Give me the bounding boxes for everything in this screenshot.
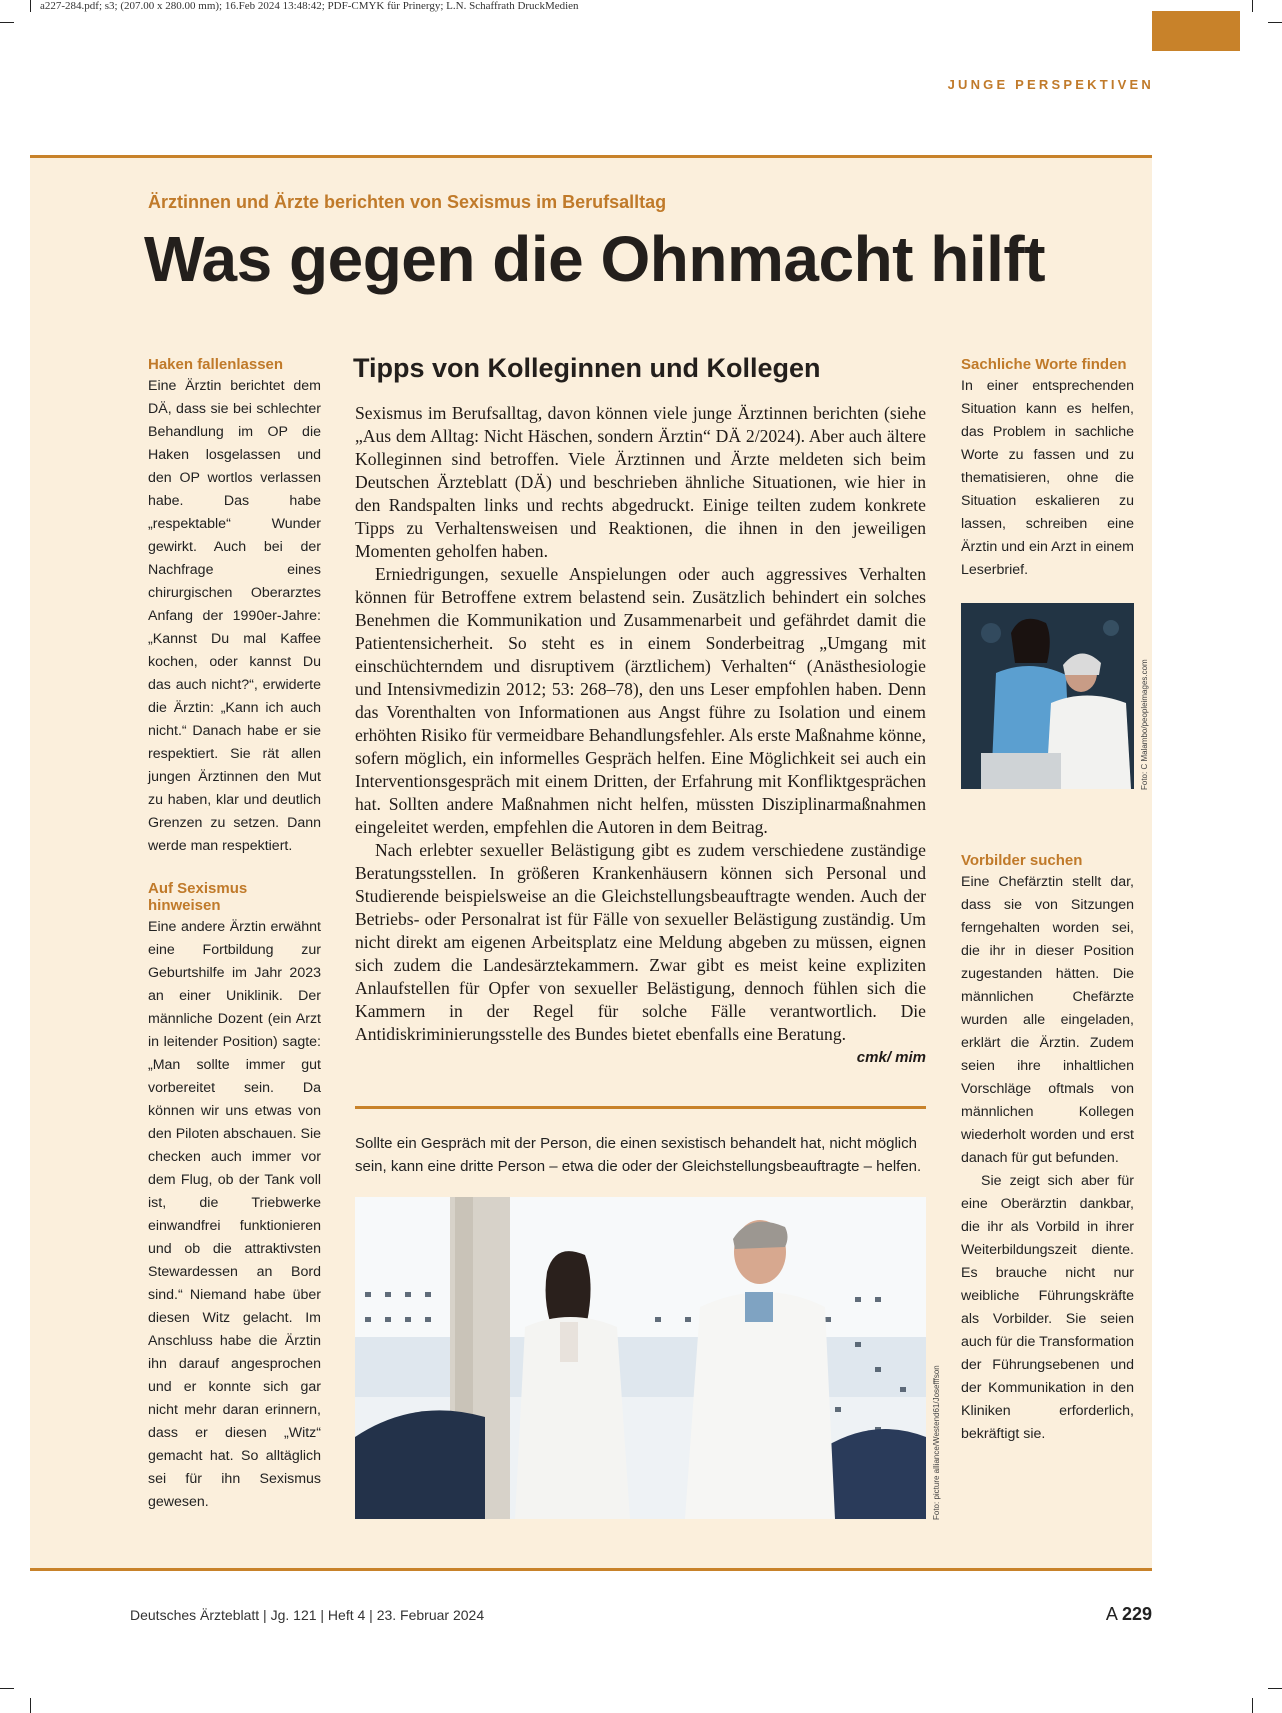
- body-paragraph: [355, 839, 926, 1066]
- footer-publication-info: Deutsches Ärzteblatt | Jg. 121 | Heft 4 | 23. Februar 2024: [130, 1607, 485, 1623]
- left-section-text: Eine andere Ärztin erwähnt eine Fortbildung zur Geburtshilfe im Jahr 2023 an einer Uniklinik. Der männliche Dozent (ein Arzt in leitender Position) sagte: „Man sollte immer gut vorbereitet sein. Da können wir uns etwas von den Piloten abschauen. Sie checken auch immer vor dem Flug, ob der Tank voll ist, die Triebwerke einwandfrei funktionieren und ob die attraktivsten Stewardessen an Bord sind.“ Niemand habe über diesen Witz gelacht. Im Anschluss habe die Ärztin ihn darauf angesprochen und er konnte sich gar nicht mehr daran erinnern, dass er diesen „Witz“ gemacht hat. So alltäglich sei für ihn Sexismus gewesen.: [148, 919, 321, 1510]
- center-section-title: Tipps von Kolleginnen und Kollegen: [353, 353, 821, 383]
- right-sidebar-column: [961, 356, 1134, 1446]
- article-kicker: Ärztinnen und Ärzte berichten von Sexismus im Berufsalltag: [148, 192, 667, 212]
- body-paragraph-text: Nach erlebter sexueller Belästigung gibt es zudem verschiedene zuständige Beratungsstellen. In größeren Krankenhäusern können sich Personal und Studierende beispielsweise an die Gleichstellungsbeauftragte wenden. Auch der Betriebs- oder Personalrat ist für Fälle von sexueller Belästigung zuständig. Um nicht direkt am eigenen Arbeitsplatz eine Meldung abgeben zu müssen, eignen sich zudem die Landesärztekammern. Zwar gibt es meist keine expliziten Anlaufstellen für Opfer von sexueller Belästigung, dennoch fühlen sich die Kammern in der Regel für solche Fälle verantwortlich. Die Antidiskriminierungsstelle des Bundes bietet ebenfalls eine Beratung.: [355, 840, 926, 1044]
- print-info-line: a227-284.pdf; s3; (207.00 x 280.00 mm); 16.Feb 2024 13:48:42; PDF-CMYK für Prinergy; L.N. Schaffrath DruckMedien: [40, 0, 579, 12]
- doctors-conversation-photo: [355, 1197, 926, 1519]
- left-section-text: Eine Ärztin berichtet dem DÄ, dass sie bei schlechter Behandlung im OP die Haken losgelassen und den OP wortlos verlassen habe. Das habe „respektable“ Wunder gewirkt. Auch bei der Nachfrage eines chirurgischen Oberarztes Anfang der 1990er-Jahre: „Kannst Du mal Kaffee kochen, oder kannst Du das auch nicht?“, erwiderte die Ärztin: „Kann ich auch nicht.“ Danach habe er sie respektiert. Sie rät allen jungen Ärztinnen den Mut zu haben, klar und deutlich Grenzen zu setzen. Dann werde man respektiert.: [148, 378, 321, 854]
- left-section-heading: Haken fallenlassen: [148, 356, 284, 373]
- crop-mark: [0, 22, 14, 23]
- page-prefix: A: [1105, 1604, 1117, 1624]
- left-section-heading: Auf Sexismus hinweisen: [148, 880, 248, 914]
- crop-mark: [1252, 0, 1253, 12]
- photo-credit: Foto: C Malambo/peopleimages.com: [1140, 659, 1149, 790]
- right-section-text: Eine Chefärztin stellt dar, dass sie von Sitzungen ferngehalten worden sei, die ihr in dieser Position zugestanden hätten. Die männlichen Chefärzte wurden alle eingeladen, erklärt die Ärztin. Zudem seien ihre inhaltlichen Vorschläge oftmals von männlichen Kollegen wiederholt worden und erst danach für gut befunden.: [961, 874, 1134, 1166]
- article-headline: Was gegen die Ohnmacht hilft: [144, 223, 1046, 295]
- body-paragraph: Erniedrigungen, sexuelle Anspielungen oder auch aggressives Verhalten können für Betroffene extrem belastend sein. Zusätzlich behindert ein solches Benehmen die Kommunikation und Zusammenarbeit und gefährdet damit die Patientensicherheit. So steht es in einem Sonderbeitrag „Umgang mit einschüchterndem und disruptivem (ärztlichem) Verhalten“ (Anästhesiologie und Intensivmedizin 2012; 53: 268–78), den uns Leser empfohlen haben. Denn das Vorenthalten von Informationen aus Angst führe zu Isolation und einem erhöhten Risiko für vermeidbare Behandlungsfehler. Als erste Maßnahme könne, sofern möglich, ein informelles Gespräch helfen. Eine Möglichkeit sei auch ein Interventionsgespräch mit einem Dritten, der Erfahrung mit Konfliktgesprächen hat. Sollten andere Maßnahmen nicht helfen, müssten Disziplinarmaßnahmen eingeleitet werden, empfehlen die Autoren in dem Beitrag.: [355, 564, 926, 837]
- body-paragraph: Sexismus im Berufsalltag, davon können viele junge Ärztinnen berichten (siehe „Aus dem Alltag: Nicht Häschen, sondern Ärztin“ DÄ 2/2024). Aber auch ältere Kolleginnen sind betroffen. Viele Ärztinnen und Ärzte meldeten sich beim Deutschen Ärzteblatt (DÄ) und beschrieben ähnliche Situationen, wie hier in den Randspalten links und rechts abgedruckt. Einige teilten zudem konkrete Tipps zu Verhaltensweisen und Reaktionen, die ihnen in den jeweiligen Momenten geholfen haben.: [355, 403, 926, 561]
- section-divider: [355, 1106, 926, 1109]
- right-section-text: Sie zeigt sich aber für eine Oberärztin dankbar, die ihr als Vorbild in ihrer Weiterbildungszeit diente. Es brauche nicht nur weibliche Führungskräfte als Vorbilder. Sie seien auch für die Transformation der Führungsebenen und der Kommunikation in den Kliniken erforderlich, bekräftigt sie.: [961, 1173, 1134, 1442]
- right-section-heading: Sachliche Worte finden: [961, 356, 1127, 373]
- doctors-laptop-photo: [961, 603, 1134, 789]
- center-body-text: [355, 402, 926, 1069]
- page-number-value: 229: [1121, 1604, 1152, 1624]
- crop-mark: [30, 0, 31, 12]
- crop-mark: [1268, 22, 1282, 23]
- crop-mark: [0, 1688, 14, 1689]
- right-section-text: In einer entsprechenden Situation kann es helfen, das Problem in sachliche Worte zu fassen und zu thematisieren, ohne die Situation eskalieren zu lassen, schreiben eine Ärztin und ein Arzt in einem Leserbrief.: [961, 378, 1134, 578]
- photo-caption: Sollte ein Gespräch mit der Person, die einen sexistisch behandelt hat, nicht möglich sein, kann eine dritte Person – etwa die oder der Gleichstellungsbeauftragte – helfen.: [355, 1135, 922, 1175]
- crop-mark: [1252, 1698, 1253, 1713]
- crop-mark: [1268, 1688, 1282, 1689]
- section-color-tab: [1152, 11, 1240, 51]
- photo-credit: Foto: picture alliance/Westend61/Josefffson: [932, 1365, 941, 1520]
- author-signature: cmk/ mim: [856, 1049, 926, 1066]
- crop-mark: [30, 1698, 31, 1713]
- page-number: [1106, 1604, 1152, 1625]
- rubric-label: JUNGE PERSPEKTIVEN: [947, 77, 1154, 92]
- right-section-heading: Vorbilder suchen: [961, 852, 1083, 869]
- left-sidebar-column: [148, 356, 321, 1514]
